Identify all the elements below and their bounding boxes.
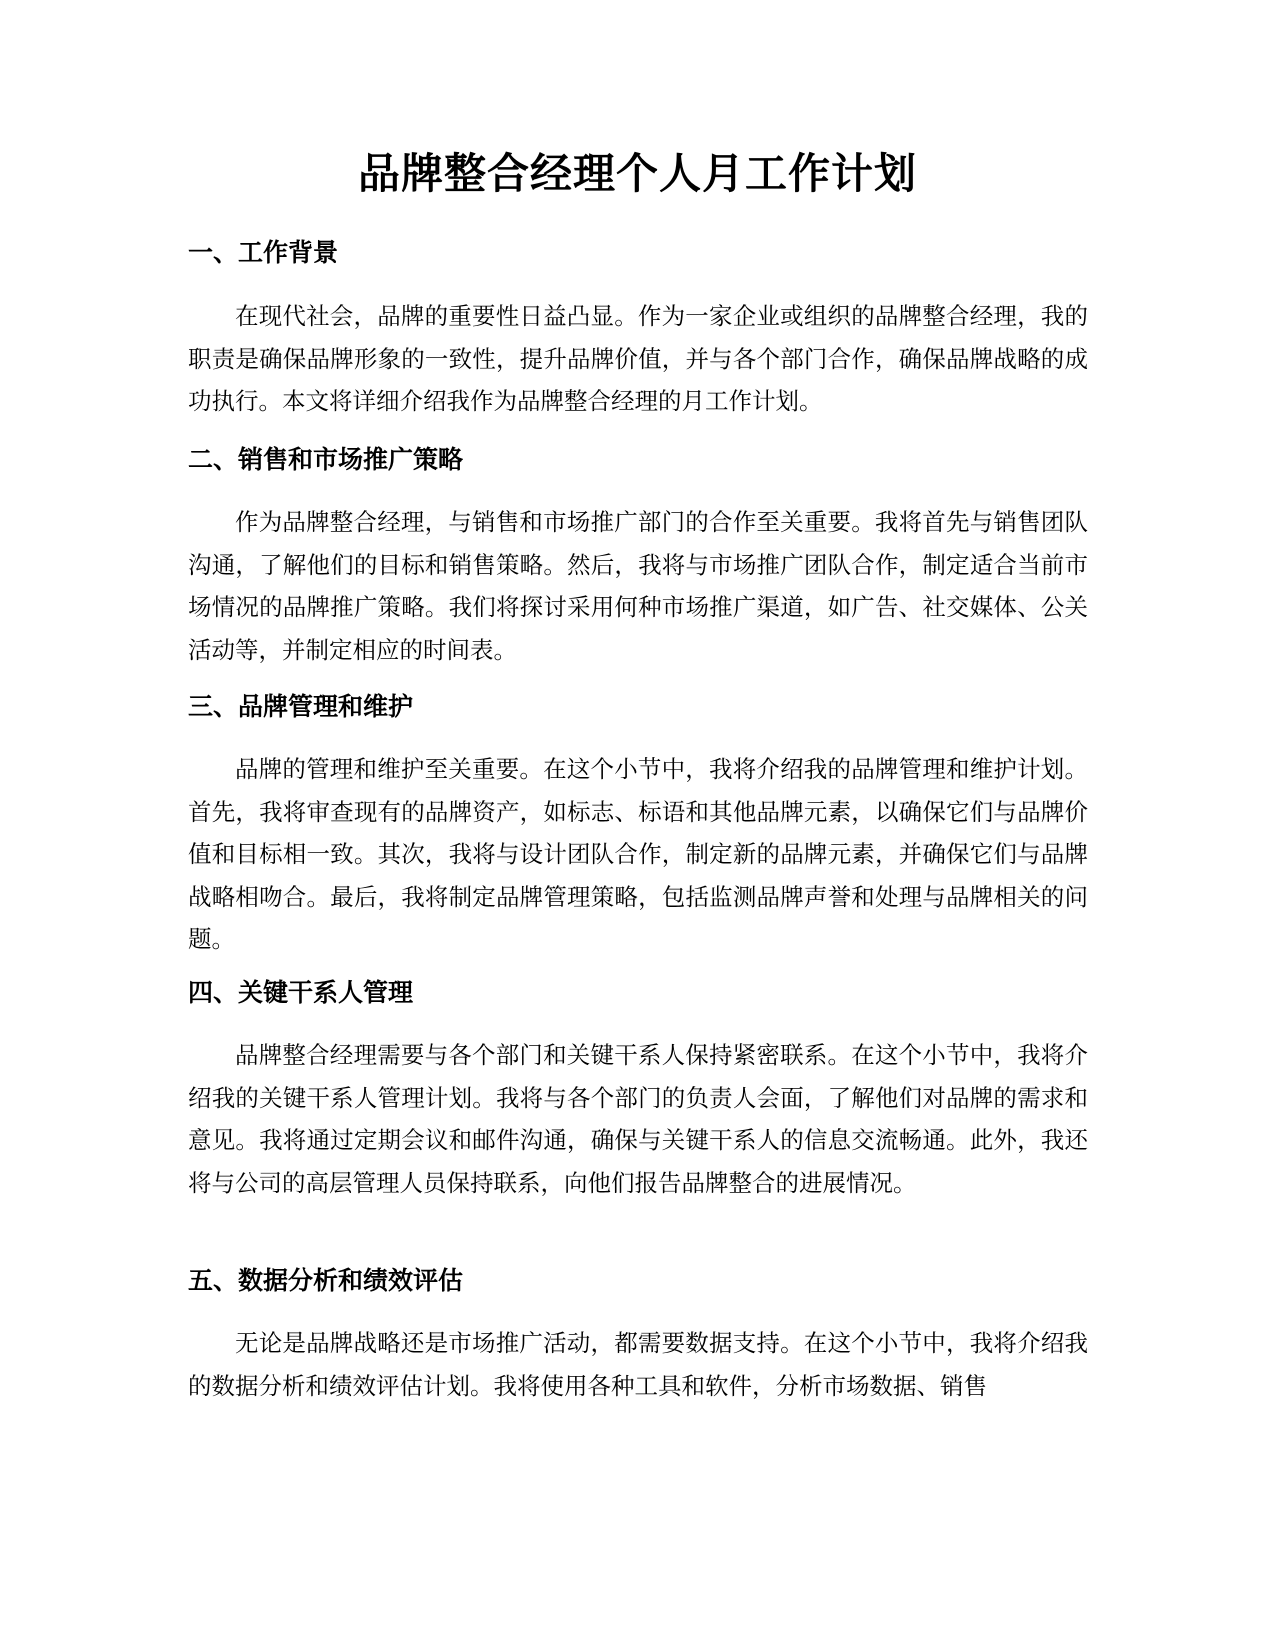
- section-heading-brand-management: 三、品牌管理和维护: [188, 692, 414, 721]
- section-body-sales-marketing: 作为品牌整合经理，与销售和市场推广部门的合作至关重要。我将首先与销售团队沟通，了解他们的目标和销售策略。然后，我将与市场推广团队合作，制定适合当前市场情况的品牌推广策略。我们将探讨采用何种市场推广渠道，如广告、社交媒体、公关活动等，并制定相应的时间表。: [188, 508, 1088, 664]
- section-body-data-analysis: 无论是品牌战略还是市场推广活动，都需要数据支持。在这个小节中，我将介绍我的数据分析和绩效评估计划。我将使用各种工具和软件，分析市场数据、销售: [188, 1329, 1088, 1400]
- document-title: 品牌整合经理个人月工作计划: [357, 149, 917, 198]
- section-heading-stakeholders: 四、关键干系人管理: [188, 978, 414, 1007]
- section-body-background: 在现代社会，品牌的重要性日益凸显。作为一家企业或组织的品牌整合经理，我的职责是确保品牌形象的一致性，提升品牌价值，并与各个部门合作，确保品牌战略的成功执行。本文将详细介绍我作为品牌整合经理的月工作计划。: [188, 302, 1088, 415]
- section-heading-background: 一、工作背景: [188, 238, 339, 267]
- section-body-brand-management: 品牌的管理和维护至关重要。在这个小节中，我将介绍我的品牌管理和维护计划。首先，我将审查现有的品牌资产，如标志、标语和其他品牌元素，以确保它们与品牌价值和目标相一致。其次，我将与设计团队合作，制定新的品牌元素，并确保它们与品牌战略相吻合。最后，我将制定品牌管理策略，包括监测品牌声誉和处理与品牌相关的问题。: [188, 755, 1088, 953]
- section-heading-data-analysis: 五、数据分析和绩效评估: [188, 1266, 464, 1295]
- section-body-stakeholders: 品牌整合经理需要与各个部门和关键干系人保持紧密联系。在这个小节中，我将介绍我的关键干系人管理计划。我将与各个部门的负责人会面，了解他们对品牌的需求和意见。我将通过定期会议和邮件沟通，确保与关键干系人的信息交流畅通。此外，我还将与公司的高层管理人员保持联系，向他们报告品牌整合的进展情况。: [188, 1041, 1088, 1197]
- section-heading-sales-marketing: 二、销售和市场推广策略: [188, 445, 464, 474]
